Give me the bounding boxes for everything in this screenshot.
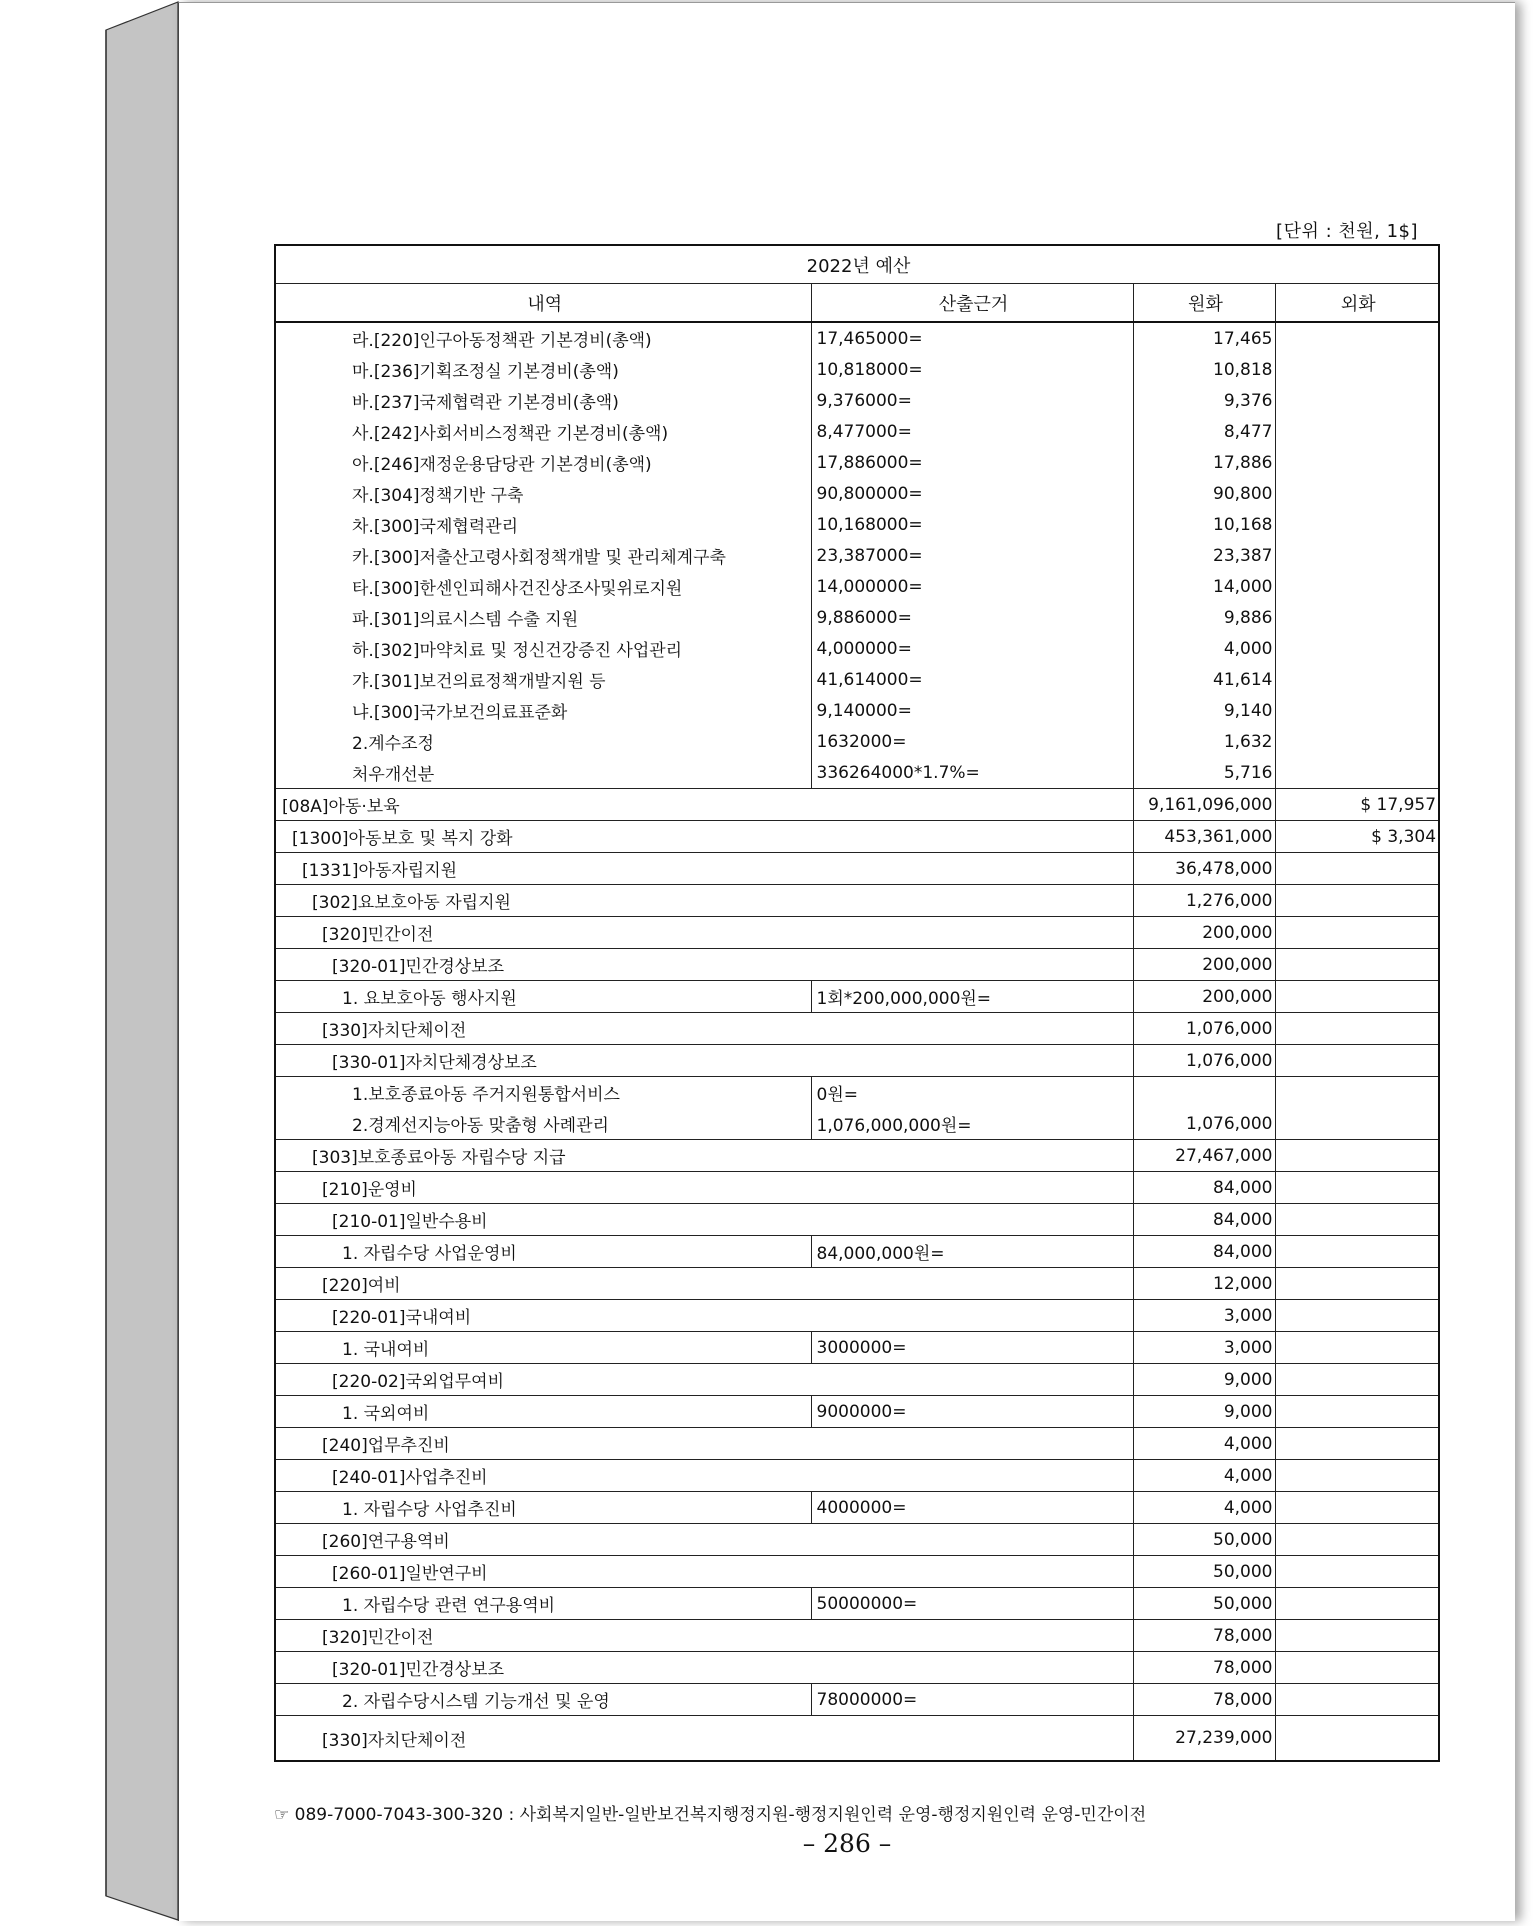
table-row	[275, 757, 1439, 789]
foreign-cell	[1275, 633, 1439, 664]
document-page	[178, 2, 1515, 1921]
item-cell: [240-01]사업추진비	[275, 1460, 1133, 1492]
krw-cell: 5,716	[1133, 757, 1275, 789]
table-row	[275, 1460, 1439, 1492]
basis-cell: 1632000=	[811, 726, 1133, 757]
krw-cell: 1,276,000	[1133, 885, 1275, 917]
item-cell: [302]요보호아동 자립지원	[275, 885, 1133, 917]
table-title-row	[275, 245, 1439, 284]
basis-cell: 10,168000=	[811, 509, 1133, 540]
item-cell: 1. 자립수당 사업운영비	[275, 1236, 811, 1268]
foreign-cell	[1275, 981, 1439, 1013]
foreign-cell	[1275, 1013, 1439, 1045]
item-cell: [260]연구용역비	[275, 1524, 1133, 1556]
page-number: – 286 –	[802, 1829, 892, 1858]
basis-cell: 336264000*1.7%=	[811, 757, 1133, 789]
item-cell: 냐.[300]국가보건의료표준화	[275, 695, 811, 726]
item-cell: [1331]아동자립지원	[275, 853, 1133, 885]
krw-cell: 9,000	[1133, 1364, 1275, 1396]
header-basis: 산출근거	[811, 284, 1133, 323]
item-cell: 타.[300]한센인피해사건진상조사및위로지원	[275, 571, 811, 602]
foreign-cell	[1275, 1045, 1439, 1077]
basis-cell: 1,076,000,000원=	[811, 1108, 1133, 1140]
basis-cell: 9,140000=	[811, 695, 1133, 726]
krw-cell: 27,467,000	[1133, 1140, 1275, 1172]
krw-cell: 200,000	[1133, 917, 1275, 949]
foreign-cell	[1275, 322, 1439, 354]
basis-cell: 14,000000=	[811, 571, 1133, 602]
foreign-cell	[1275, 1524, 1439, 1556]
krw-cell: 9,000	[1133, 1396, 1275, 1428]
krw-cell: 84,000	[1133, 1204, 1275, 1236]
krw-cell: 9,376	[1133, 385, 1275, 416]
item-cell: 자.[304]정책기반 구축	[275, 478, 811, 509]
krw-cell: 36,478,000	[1133, 853, 1275, 885]
basis-cell: 50000000=	[811, 1588, 1133, 1620]
foreign-cell	[1275, 757, 1439, 789]
table-title: 2022년 예산	[275, 245, 1439, 284]
item-cell: [220]여비	[275, 1268, 1133, 1300]
item-cell: 2.계수조정	[275, 726, 811, 757]
krw-cell: 23,387	[1133, 540, 1275, 571]
krw-cell: 9,140	[1133, 695, 1275, 726]
basis-cell: 17,465000=	[811, 322, 1133, 354]
table-row	[275, 917, 1439, 949]
table-row	[275, 540, 1439, 571]
table-row	[275, 664, 1439, 695]
table-row	[275, 1172, 1439, 1204]
table-row	[275, 853, 1439, 885]
krw-cell: 3,000	[1133, 1332, 1275, 1364]
item-cell: 파.[301]의료시스템 수출 지원	[275, 602, 811, 633]
item-cell: [210-01]일반수용비	[275, 1204, 1133, 1236]
foreign-cell	[1275, 1172, 1439, 1204]
krw-cell: 50,000	[1133, 1556, 1275, 1588]
item-cell: [320-01]민간경상보조	[275, 1652, 1133, 1684]
foreign-cell	[1275, 1588, 1439, 1620]
table-row	[275, 821, 1439, 853]
item-cell: 갸.[301]보건의료정책개발지원 등	[275, 664, 811, 695]
krw-cell: 17,465	[1133, 322, 1275, 354]
krw-cell: 50,000	[1133, 1588, 1275, 1620]
table-row	[275, 726, 1439, 757]
item-cell: 라.[220]인구아동정책관 기본경비(총액)	[275, 322, 811, 354]
basis-cell: 84,000,000원=	[811, 1236, 1133, 1268]
item-cell: [1300]아동보호 및 복지 강화	[275, 821, 1133, 853]
table-row	[275, 322, 1439, 354]
footnote: ☞ 089-7000-7043-300-320 : 사회복지일반-일반보건복지행정지원-행정지원인력 운영-행정지원인력 운영-민간이전	[274, 1805, 1147, 1825]
table-row	[275, 1268, 1439, 1300]
krw-cell: 27,239,000	[1133, 1716, 1275, 1762]
table-row	[275, 1013, 1439, 1045]
header-foreign: 외화	[1275, 284, 1439, 323]
krw-cell: 4,000	[1133, 1460, 1275, 1492]
item-cell: 1. 자립수당 관련 연구용역비	[275, 1588, 811, 1620]
basis-cell: 90,800000=	[811, 478, 1133, 509]
basis-cell: 17,886000=	[811, 447, 1133, 478]
krw-cell: 1,076,000	[1133, 1045, 1275, 1077]
foreign-cell	[1275, 478, 1439, 509]
foreign-cell	[1275, 1077, 1439, 1109]
table-row	[275, 1588, 1439, 1620]
krw-cell: 78,000	[1133, 1684, 1275, 1716]
krw-cell: 10,168	[1133, 509, 1275, 540]
krw-cell	[1133, 1077, 1275, 1109]
krw-cell: 9,161,096,000	[1133, 789, 1275, 821]
table-row	[275, 447, 1439, 478]
foreign-cell	[1275, 1460, 1439, 1492]
table-row	[275, 602, 1439, 633]
table-row	[275, 633, 1439, 664]
table-row	[275, 1524, 1439, 1556]
table-row	[275, 1364, 1439, 1396]
basis-cell: 8,477000=	[811, 416, 1133, 447]
basis-cell: 1회*200,000,000원=	[811, 981, 1133, 1013]
foreign-cell	[1275, 447, 1439, 478]
item-cell: 하.[302]마약치료 및 정신건강증진 사업관리	[275, 633, 811, 664]
krw-cell: 90,800	[1133, 478, 1275, 509]
krw-cell: 1,632	[1133, 726, 1275, 757]
foreign-cell	[1275, 1652, 1439, 1684]
foreign-cell	[1275, 885, 1439, 917]
basis-cell: 3000000=	[811, 1332, 1133, 1364]
krw-cell: 200,000	[1133, 981, 1275, 1013]
item-cell: [220-02]국외업무여비	[275, 1364, 1133, 1396]
foreign-cell	[1275, 1300, 1439, 1332]
foreign-cell	[1275, 540, 1439, 571]
item-cell: 차.[300]국제협력관리	[275, 509, 811, 540]
table-body-main	[275, 789, 1439, 1077]
table-row	[275, 1620, 1439, 1652]
foreign-cell	[1275, 1428, 1439, 1460]
krw-cell: 8,477	[1133, 416, 1275, 447]
item-cell: [320]민간이전	[275, 1620, 1133, 1652]
table-row	[275, 1556, 1439, 1588]
foreign-cell	[1275, 1556, 1439, 1588]
krw-cell: 12,000	[1133, 1268, 1275, 1300]
foreign-cell	[1275, 1268, 1439, 1300]
basis-cell: 4,000000=	[811, 633, 1133, 664]
table-row	[275, 1428, 1439, 1460]
table-header-row	[275, 284, 1439, 323]
table-row	[275, 385, 1439, 416]
foreign-cell	[1275, 509, 1439, 540]
table-row	[275, 1684, 1439, 1716]
foreign-cell	[1275, 949, 1439, 981]
krw-cell: 50,000	[1133, 1524, 1275, 1556]
foreign-cell	[1275, 1140, 1439, 1172]
table-row	[275, 949, 1439, 981]
item-cell: [330]자치단체이전	[275, 1716, 1133, 1762]
basis-cell: 9,886000=	[811, 602, 1133, 633]
krw-cell: 78,000	[1133, 1652, 1275, 1684]
item-cell: 2.경계선지능아동 맞춤형 사례관리	[275, 1108, 811, 1140]
foreign-cell	[1275, 1332, 1439, 1364]
table-row	[275, 1077, 1439, 1109]
basis-cell: 41,614000=	[811, 664, 1133, 695]
table-row	[275, 1140, 1439, 1172]
header-krw: 원화	[1133, 284, 1275, 323]
krw-cell: 4,000	[1133, 1492, 1275, 1524]
unit-label: [단위 : 천원, 1$]	[1276, 221, 1418, 242]
foreign-cell: $ 3,304	[1275, 821, 1439, 853]
basis-cell: 9000000=	[811, 1396, 1133, 1428]
item-cell: [320-01]민간경상보조	[275, 949, 1133, 981]
table-row	[275, 885, 1439, 917]
book-spine	[0, 0, 180, 1926]
item-cell: [303]보호종료아동 자립수당 지급	[275, 1140, 1133, 1172]
item-cell: [210]운영비	[275, 1172, 1133, 1204]
basis-cell: 78000000=	[811, 1684, 1133, 1716]
table-row	[275, 1716, 1439, 1762]
foreign-cell	[1275, 416, 1439, 447]
basis-cell: 10,818000=	[811, 354, 1133, 385]
item-cell: [260-01]일반연구비	[275, 1556, 1133, 1588]
foreign-cell	[1275, 726, 1439, 757]
foreign-cell	[1275, 1364, 1439, 1396]
header-item: 내역	[275, 284, 811, 323]
krw-cell: 9,886	[1133, 602, 1275, 633]
item-cell: 처우개선분	[275, 757, 811, 789]
table-row	[275, 981, 1439, 1013]
table-row	[275, 1108, 1439, 1140]
krw-cell: 17,886	[1133, 447, 1275, 478]
krw-cell: 3,000	[1133, 1300, 1275, 1332]
basis-cell: 4000000=	[811, 1492, 1133, 1524]
foreign-cell	[1275, 1204, 1439, 1236]
item-cell: [320]민간이전	[275, 917, 1133, 949]
basis-cell: 9,376000=	[811, 385, 1133, 416]
basis-cell: 0원=	[811, 1077, 1133, 1109]
table-row	[275, 789, 1439, 821]
krw-cell: 200,000	[1133, 949, 1275, 981]
foreign-cell	[1275, 664, 1439, 695]
table-row	[275, 509, 1439, 540]
table-row	[275, 695, 1439, 726]
foreign-cell	[1275, 1716, 1439, 1762]
item-cell: [330-01]자치단체경상보조	[275, 1045, 1133, 1077]
foreign-cell	[1275, 354, 1439, 385]
table-body-bottom	[275, 1140, 1439, 1762]
item-cell: 바.[237]국제협력관 기본경비(총액)	[275, 385, 811, 416]
foreign-cell: $ 17,957	[1275, 789, 1439, 821]
foreign-cell	[1275, 1684, 1439, 1716]
table-row	[275, 1652, 1439, 1684]
foreign-cell	[1275, 602, 1439, 633]
item-cell: 1. 자립수당 사업추진비	[275, 1492, 811, 1524]
item-cell: 아.[246]재정운용담당관 기본경비(총액)	[275, 447, 811, 478]
item-cell: [08A]아동·보육	[275, 789, 1133, 821]
item-cell: 2. 자립수당시스템 기능개선 및 운영	[275, 1684, 811, 1716]
foreign-cell	[1275, 1492, 1439, 1524]
item-cell: 마.[236]기획조정실 기본경비(총액)	[275, 354, 811, 385]
krw-cell: 1,076,000	[1133, 1108, 1275, 1140]
krw-cell: 14,000	[1133, 571, 1275, 602]
table-row	[275, 354, 1439, 385]
table-row	[275, 416, 1439, 447]
table-row	[275, 1236, 1439, 1268]
krw-cell: 10,818	[1133, 354, 1275, 385]
foreign-cell	[1275, 853, 1439, 885]
table-row	[275, 1204, 1439, 1236]
item-cell: 카.[300]저출산고령사회정책개발 및 관리체계구축	[275, 540, 811, 571]
table-row	[275, 571, 1439, 602]
item-cell: 1. 국내여비	[275, 1332, 811, 1364]
item-cell: 사.[242]사회서비스정책관 기본경비(총액)	[275, 416, 811, 447]
table-body-top	[275, 322, 1439, 789]
table-row	[275, 1492, 1439, 1524]
table-body-pair	[275, 1077, 1439, 1140]
krw-cell: 78,000	[1133, 1620, 1275, 1652]
foreign-cell	[1275, 1236, 1439, 1268]
foreign-cell	[1275, 1396, 1439, 1428]
foreign-cell	[1275, 571, 1439, 602]
table-row	[275, 1396, 1439, 1428]
table-row	[275, 1045, 1439, 1077]
item-cell: 1. 요보호아동 행사지원	[275, 981, 811, 1013]
foreign-cell	[1275, 1108, 1439, 1140]
table-row	[275, 1300, 1439, 1332]
krw-cell: 453,361,000	[1133, 821, 1275, 853]
basis-cell: 23,387000=	[811, 540, 1133, 571]
krw-cell: 1,076,000	[1133, 1013, 1275, 1045]
table-row	[275, 478, 1439, 509]
foreign-cell	[1275, 385, 1439, 416]
krw-cell: 4,000	[1133, 1428, 1275, 1460]
krw-cell: 84,000	[1133, 1172, 1275, 1204]
foreign-cell	[1275, 917, 1439, 949]
foreign-cell	[1275, 1620, 1439, 1652]
foreign-cell	[1275, 695, 1439, 726]
krw-cell: 84,000	[1133, 1236, 1275, 1268]
item-cell: [220-01]국내여비	[275, 1300, 1133, 1332]
krw-cell: 41,614	[1133, 664, 1275, 695]
item-cell: [330]자치단체이전	[275, 1013, 1133, 1045]
item-cell: 1. 국외여비	[275, 1396, 811, 1428]
budget-table	[274, 244, 1440, 1762]
krw-cell: 4,000	[1133, 633, 1275, 664]
item-cell: 1.보호종료아동 주거지원통합서비스	[275, 1077, 811, 1109]
item-cell: [240]업무추진비	[275, 1428, 1133, 1460]
table-row	[275, 1332, 1439, 1364]
